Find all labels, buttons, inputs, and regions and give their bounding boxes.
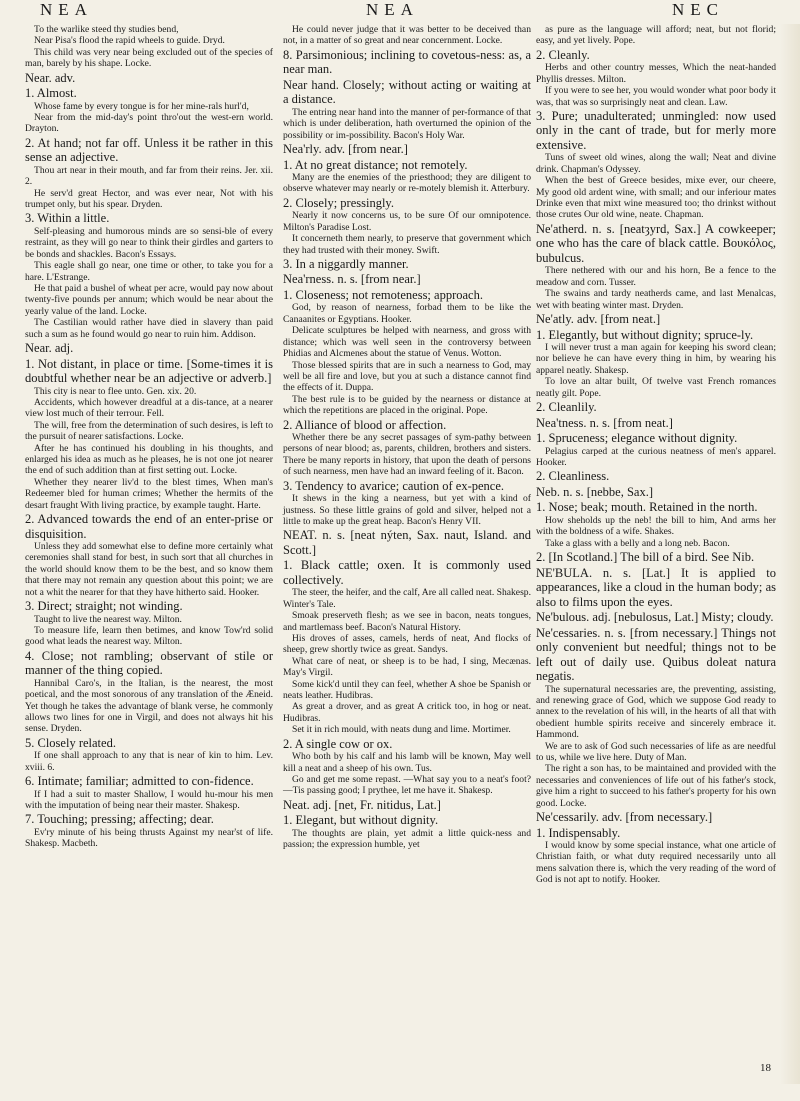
entry-heading: 1. Closeness; not remoteness; approach. — [283, 287, 483, 302]
entry-heading: 2. Cleanliness. — [536, 469, 610, 484]
entry-heading: 7. Touching; pressing; affecting; dear. — [25, 812, 214, 827]
quotation: Taught to live the nearest way. Milton. — [34, 613, 182, 625]
quotation: I would know by some special instance, what one article of Christian faith, or what duty required necessarily unto all mens salvation there is, which the very reading of the word of God is not apt to notify. Hooker. — [536, 840, 776, 886]
entry-heading: 2. Closely; pressingly. — [283, 195, 394, 210]
column-2 — [283, 24, 531, 851]
entry-heading: 1. Nose; beak; mouth. Retained in the north. — [536, 500, 758, 515]
quotation: The entring near hand into the manner of per-formance of that which is under deliberation, hath overturned the opinion of the possibility or im-possibility. Bacon's Holy War. — [283, 106, 531, 141]
quotation: After he has continued his doubling in his thoughts, and enlarged his idea as much as he pleases, he is not one jot nearer the end of such addition than at first setting out. Locke. — [25, 442, 273, 477]
quotation: Unless they add somewhat else to define more certainly what ceremonies shall stand for best, in such sort that all churches in the world should know them to be the best, and so know them that there may not remain any question about this point; we are not a whit the nearer for that they have hitherto said. Hooker. — [25, 541, 273, 598]
quotation: We are to ask of God such necessaries of life as are needful to us, while we live here. Duty of Man. — [536, 740, 776, 763]
quotation: There nethered with our and his horn, Be a fence to the meadow and corn. Tusser. — [536, 265, 776, 288]
quotation: Those blessed spirits that are in such a nearness to God, may well be all fire and love, but you at such a distance cannot find the effects of it. Duppa. — [283, 359, 531, 394]
entry-heading: 1. Elegantly, but without dignity; spruce-ly. — [536, 327, 754, 342]
quotation: The steer, the heifer, and the calf, Are all called neat. Shakesp. Winter's Tale. — [283, 587, 531, 610]
quotation: He serv'd great Hector, and was ever near, Not with his trumpet only, but his spear. Dryden. — [25, 187, 273, 211]
quotation: If I had a suit to master Shallow, I would hu-mour his men with the imputation of being near their master. Shakesp. — [25, 788, 273, 811]
header-middle: NEA — [366, 0, 419, 19]
entry-heading: 3. In a niggardly manner. — [283, 256, 409, 271]
quotation: Whether there be any secret passages of sym-pathy between persons of near blood; as, parents, children, brothers and sisters. There be many reports in history, that upon the death of persons of such nearness, men have had an inward feeling of it. Bacon. — [283, 432, 531, 478]
quotation: The right a son has, to be maintained and provided with the necessaries and conveniences of life out of his father's stock, give him a right to succeed to his father's property for his own good. Locke. — [536, 763, 776, 809]
entry-heading: 1. Not distant, in place or time. [Some-times it is doubtful whether near be an adjective or adverb.] — [25, 356, 273, 386]
quotation: Herbs and other country messes, Which the neat-handed Phyllis dresses. Milton. — [536, 62, 776, 85]
entry-heading: 2. Cleanly. — [536, 47, 590, 62]
entry-heading: Near. adv. — [25, 70, 76, 85]
quotation: It shews in the king a nearness, but yet with a kind of justness. So these little grains of gold and silver, helped not a little to make up the great heap. Bacon's Henry VII. — [283, 493, 531, 527]
entry-heading: 2. Cleanlily. — [536, 400, 597, 415]
quotation: The thoughts are plain, yet admit a little quick-ness and passion; the expression humble, yet — [283, 827, 531, 851]
entry-heading: Ne'cessaries. n. s. [from necessary.] Things not only convenient but needful; things not to be left out of daily use. Quibus doleat natura negatis. — [536, 625, 776, 684]
quotation: Tuns of sweet old wines, along the wall; Neat and divine drink. Chapman's Odyssey. — [536, 152, 776, 175]
entry-heading: Neb. n. s. [nebbe, Sax.] — [536, 484, 653, 499]
quotation: His droves of asses, camels, herds of neat, And flocks of sheep, grew shortly twice as great. Sandys. — [283, 633, 531, 656]
quotation: Smoak preserveth flesh; as we see in bacon, neats tongues, and martlemass beef. Bacon's Natural History. — [283, 610, 531, 633]
entry-heading: 4. Close; not rambling; observant of stile or manner of the thing copied. — [25, 648, 273, 678]
quotation: Many are the enemies of the priesthood; they are diligent to observe whatever may nearly or re-motely blemish it. Atterbury. — [283, 172, 531, 195]
quotation: as pure as the language will afford; neat, but not florid; easy, and yet lively. Pope. — [536, 24, 776, 47]
entry-heading: 3. Pure; unadulterated; unmingled: now used only in the cant of trade, but for merly more extensive. — [536, 108, 776, 152]
quotation: This child was very near being excluded out of the species of man, barely by his shape. Locke. — [25, 46, 273, 70]
adjacent-page-edge — [780, 24, 800, 1084]
entry-heading: 1. Almost. — [25, 86, 77, 101]
quotation: Delicate sculptures be helped with nearness, and gross with distance; which was well seen in the controversy between Phidias and Alcmenes about the statue of Venus. Wotton. — [283, 325, 531, 360]
entry-heading: Ne'atly. adv. [from neat.] — [536, 312, 661, 326]
quotation: He could never judge that it was better to be deceived than not, in a matter of so great and near concernment. Locke. — [283, 24, 531, 47]
quotation: Take a glass with a belly and a long neb. Bacon. — [545, 537, 730, 549]
quotation: When the best of Greece besides, mixe ever, our cheere, My good old ardent wine, with small; and our inferiour mates Drinke even that mixt wine measured too; tho drinkst without those crutes Our old wine, neate. Chapman. — [536, 175, 776, 221]
quotation: As great a drover, and as great A critick too, in hog or neat. Hudibras. — [283, 701, 531, 724]
quotation: To love an altar built, Of twelve vast French romances neatly gilt. Pope. — [536, 376, 776, 399]
quotation: The supernatural necessaries are, the preventing, assisting, and renewing grace of God, which we suppose God ready to annex to the revelation of his will, in the hearts of all that with obedient humble spirits receive and sincerely embrace it. Hammond. — [536, 683, 776, 741]
entry-heading: 2. A single cow or ox. — [283, 736, 393, 751]
quotation: God, by reason of nearness, forbad them to be like the Canaanites or Egyptians. Hooker. — [283, 302, 531, 325]
entry-heading: Ne'atherd. n. s. [neatȝyrd, Sax.] A cowkeeper; one who has the care of black cattle. Βουκόλος, bubulcus. — [536, 221, 776, 265]
entry-heading: Nea'rness. n. s. [from near.] — [283, 272, 421, 287]
running-head — [0, 0, 800, 22]
quotation: Some kick'd until they can feel, whether A shoe be Spanish or neats leather. Hudibras. — [283, 678, 531, 702]
column-1 — [25, 24, 273, 850]
entry-heading: 1. At no great distance; not remotely. — [283, 157, 468, 172]
quotation: The swains and tardy neatherds came, and last Menalcas, wet with beating winter mast. Dryden. — [536, 288, 776, 311]
entry-heading: Nea'tness. n. s. [from neat.] — [536, 415, 673, 430]
entry-heading: Near. adj. — [25, 341, 74, 356]
entry-heading: 1. Elegant, but without dignity. — [283, 813, 439, 828]
entry-heading: 8. Parsimonious; inclining to covetous-ness: as, a near man. — [283, 47, 531, 77]
quotation: Near from the mid-day's point thro'out the west-ern world. Drayton. — [25, 112, 273, 135]
quotation: Hannibal Caro's, in the Italian, is the nearest, the most poetical, and the most sonorous of any translation of the Æneid. Yet though he takes the advantage of blank verse, he commonly allows two lines for one in Virgil, and does not always hit his sense. Dryden. — [25, 677, 273, 735]
header-right: NEC — [672, 0, 724, 19]
entry-heading: NE'BULA. n. s. [Lat.] It is applied to appearances, like a cloud in the human body; as also to films upon the eyes. — [536, 565, 776, 609]
quotation: Go and get me some repast. —What say you to a neat's foot? —Tis passing good; I prythee, let me have it. Shakesp. — [283, 773, 531, 797]
quotation: Whose fame by every tongue is for her mine-rals hurl'd, — [34, 100, 249, 112]
entry-heading: 3. Within a little. — [25, 211, 110, 226]
column-3 — [536, 24, 776, 1100]
quotation: The best rule is to be guided by the nearness or distance at which the repetitions are placed in the original. Pope. — [283, 393, 531, 417]
entry-heading: NEAT. n. s. [neat nýten, Sax. naut, Island. and Scott.] — [283, 528, 531, 557]
quotation: Self-pleasing and humorous minds are so sensi-ble of every restraint, as they will go near to think their girdles and garters to be bonds and shackles. Bacon's Essays. — [25, 225, 273, 260]
quotation: It concerneth them nearly, to preserve that government which they had trusted with their money. Swift. — [283, 233, 531, 256]
entry-heading: 3. Tendency to avarice; caution of ex-pence. — [283, 478, 505, 493]
entry-heading: Nea'rly. adv. [from near.] — [283, 142, 408, 157]
quotation: If you were to see her, you would wonder what poor body it was, that was so surprisingly neat and clean. Law. — [536, 85, 776, 108]
entry-heading: 2. Advanced towards the end of an enter-prise or disquisition. — [25, 512, 273, 541]
entry-heading: Ne'bulous. adj. [nebulosus, Lat.] Misty; cloudy. — [536, 610, 774, 625]
quotation: To the warlike steed thy studies bend, — [34, 24, 179, 35]
quotation: The Castilian would rather have died in slavery than paid such a sum as he found would go near to ruin him. Addison. — [25, 317, 273, 340]
entry-heading: 2. [In Scotland.] The bill of a bird. See Nib. — [536, 550, 755, 565]
quotation: He that paid a bushel of wheat per acre, would pay now about twenty-five pounds per annum; which would be near about the yearly value of the land. Locke. — [25, 283, 273, 317]
quotation: The will, free from the determination of such desires, is left to the pursuit of nearer satisfactions. Locke. — [25, 419, 273, 443]
quotation: Thou art near in their mouth, and far from their reins. Jer. xii. 2. — [25, 164, 273, 188]
quotation: How sheholds up the neb! the bill to him, And arms her with the boldness of a wife. Shakes. — [536, 514, 776, 538]
quotation: This city is near to flee unto. Gen. xix. 20. — [34, 385, 197, 397]
quotation: This eagle shall go near, one time or other, to take you for a hare. L'Estrange. — [25, 260, 273, 283]
entry-heading: 1. Spruceness; elegance without dignity. — [536, 431, 738, 446]
entry-heading: 1. Black cattle; oxen. It is commonly used collectively. — [283, 558, 531, 587]
entry-heading: 1. Indispensably. — [536, 825, 621, 840]
quotation: Ev'ry minute of his being thrusts Against my near'st of life. Shakesp. Macbeth. — [25, 826, 273, 850]
entry-heading: 5. Closely related. — [25, 735, 116, 750]
entry-heading: Neat. adj. [net, Fr. nitidus, Lat.] — [283, 797, 441, 812]
quotation: If one shall approach to any that is near of kin to him. Lev. xviii. 6. — [25, 750, 273, 773]
header-left: NEA — [40, 0, 93, 19]
entry-heading: Near hand. Closely; without acting or waiting at a distance. — [283, 77, 531, 107]
entry-heading: 2. At hand; not far off. Unless it be rather in this sense an adjective. — [25, 135, 273, 165]
quotation: What care of neat, or sheep is to be had, I sing, Mecænas. May's Virgil. — [283, 655, 531, 679]
quotation: Accidents, which however dreadful at a dis-tance, at a nearer view lost much of their terrour. Fell. — [25, 396, 273, 420]
entry-heading: 6. Intimate; familiar; admitted to con-fidence. — [25, 774, 254, 789]
quotation: Nearly it now concerns us, to be sure Of our omnipotence. Milton's Paradise Lost. — [283, 210, 531, 233]
quotation: Who both by his calf and his lamb will be known, May well kill a neat and a sheep of his own. Tus. — [283, 751, 531, 774]
quotation: Pelagius carped at the curious neatness of men's apparel. Hooker. — [536, 445, 776, 468]
entry-heading: 2. Alliance of blood or affection. — [283, 417, 447, 432]
quotation: Set it in rich mould, with neats dung and lime. Mortimer. — [292, 724, 511, 736]
entry-heading: 3. Direct; straight; not winding. — [25, 599, 183, 614]
quotation: I will never trust a man again for keeping his sword clean; nor believe he can have every thing in him, by wearing his apparel neatly. Shakesp. — [536, 342, 776, 376]
quotation: To measure life, learn then betimes, and know Tow'rd solid good what leads the nearest way. Milton. — [25, 624, 273, 648]
page-number: 18 — [760, 1062, 771, 1074]
quotation: Near Pisa's flood the rapid wheels to guide. Dryd. — [34, 35, 225, 47]
quotation: Whether they nearer liv'd to the blest times, When man's Redeemer bled for human crimes; Whether the hermits of the desart fraught With living practice, by example taught. Harte. — [25, 476, 273, 511]
entry-heading: Ne'cessarily. adv. [from necessary.] — [536, 810, 713, 825]
